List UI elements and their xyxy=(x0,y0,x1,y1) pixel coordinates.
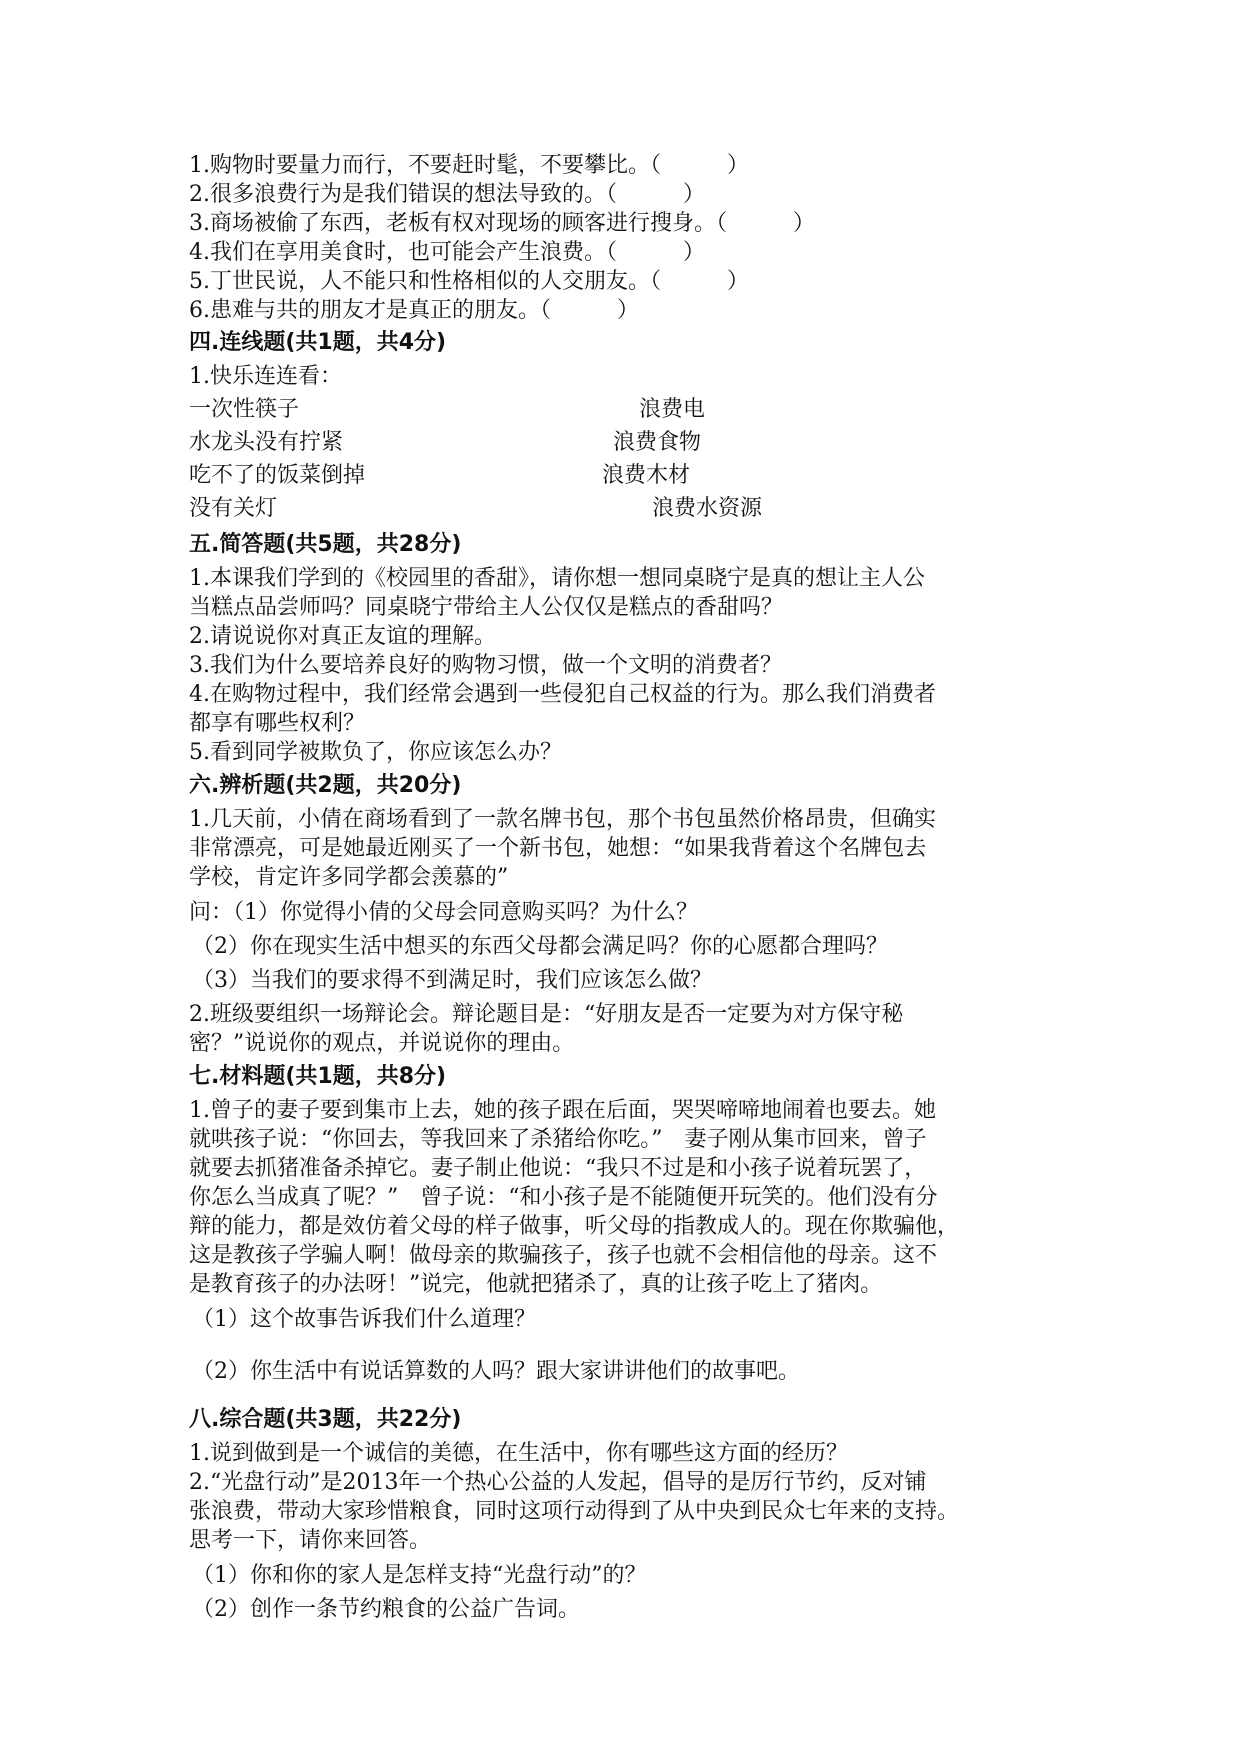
judge-item-1: 1.购物时要量力而行，不要赶时髦，不要攀比。（ ） xyxy=(189,153,749,178)
judge-item-2: 2.很多浪费行为是我们错误的想法导致的。（ ） xyxy=(189,182,705,207)
matching-question: 1.快乐连连看： xyxy=(189,364,342,389)
material-sub-1: （1）这个故事告诉我们什么道理？ xyxy=(192,1307,536,1332)
material-sub-2: （2）你生活中有说话算数的人吗？跟大家讲讲他们的故事吧。 xyxy=(192,1359,800,1384)
comprehensive-q2-line: 张浪费，带动大家珍惜粮食，同时这项行动得到了从中央到民众七年来的支持。 xyxy=(189,1499,960,1524)
short-answer-line: 当糕点品尝师吗？同桌晓宁带给主人公仅仅是糕点的香甜吗？ xyxy=(189,595,784,620)
match-right-2: 浪费食物 xyxy=(613,430,702,455)
material-line: 这是教孩子学骗人啊！做母亲的欺骗孩子，孩子也就不会相信他的母亲。这不 xyxy=(189,1243,938,1268)
short-answer-line: 3.我们为什么要培养良好的购物习惯，做一个文明的消费者？ xyxy=(189,653,782,678)
short-answer-line: 5.看到同学被欺负了，你应该怎么办？ xyxy=(189,740,562,765)
section-6-heading: 六.辨析题(共2题，共20分) xyxy=(189,773,462,798)
section-7-heading: 七.材料题(共1题，共8分) xyxy=(189,1064,447,1089)
material-line: 就要去抓猪准备杀掉它。妻子制止他说：“我只不过是和小孩子说着玩罢了， xyxy=(189,1156,927,1181)
material-line: 就哄孩子说：“你回去，等我回来了杀猪给你吃。” 妻子刚从集市回来，曾子 xyxy=(189,1127,927,1152)
comprehensive-q1: 1.说到做到是一个诚信的美德，在生活中，你有哪些这方面的经历？ xyxy=(189,1441,848,1466)
material-line: 是教育孩子的办法呀！”说完，他就把猪杀了，真的让孩子吃上了猪肉。 xyxy=(189,1272,883,1297)
judge-item-5: 5.丁世民说，人不能只和性格相似的人交朋友。（ ） xyxy=(189,269,749,294)
short-answer-line: 都享有哪些权利？ xyxy=(189,711,366,736)
match-right-1: 浪费电 xyxy=(639,397,706,422)
analysis-q1-line: 非常漂亮，可是她最近刚买了一个新书包，她想：“如果我背着这个名牌包去 xyxy=(189,836,927,861)
comprehensive-sub-1: （1）你和你的家人是怎样支持“光盘行动”的？ xyxy=(192,1563,647,1588)
material-line: 你怎么当成真了呢？” 曾子说：“和小孩子是不能随便开玩笑的。他们没有分 xyxy=(189,1185,938,1210)
material-line: 1.曾子的妻子要到集市上去，她的孩子跟在后面，哭哭啼啼地闹着也要去。她 xyxy=(189,1098,936,1123)
analysis-sub-1: 问：（1）你觉得小倩的父母会同意购买吗？为什么？ xyxy=(189,900,698,925)
judge-item-6: 6.患难与共的朋友才是真正的朋友。（ ） xyxy=(189,298,639,323)
section-4-heading: 四.连线题(共1题，共4分) xyxy=(189,330,447,355)
analysis-q2-line: 2.班级要组织一场辩论会。辩论题目是：“好朋友是否一定要为对方保守秘 xyxy=(189,1002,904,1027)
short-answer-line: 4.在购物过程中，我们经常会遇到一些侵犯自己权益的行为。那么我们消费者 xyxy=(189,682,936,707)
comprehensive-q2-line: 2.“光盘行动”是2013年一个热心公益的人发起，倡导的是厉行节约，反对铺 xyxy=(189,1470,927,1495)
match-right-4: 浪费水资源 xyxy=(652,496,763,521)
judge-item-3: 3.商场被偷了东西，老板有权对现场的顾客进行搜身。（ ） xyxy=(189,211,815,236)
match-left-2: 水龙头没有拧紧 xyxy=(189,430,344,455)
section-8-heading: 八.综合题(共3题，共22分) xyxy=(189,1407,462,1432)
judge-item-4: 4.我们在享用美食时，也可能会产生浪费。（ ） xyxy=(189,240,705,265)
analysis-sub-3: （3）当我们的要求得不到满足时，我们应该怎么做？ xyxy=(192,968,712,993)
analysis-q2-line: 密？”说说你的观点，并说说你的理由。 xyxy=(189,1031,575,1056)
match-left-1: 一次性筷子 xyxy=(189,397,300,422)
match-left-3: 吃不了的饭菜倒掉 xyxy=(189,463,366,488)
material-line: 辩的能力，都是效仿着父母的样子做事，听父母的指教成人的。现在你欺骗他， xyxy=(189,1214,960,1239)
match-right-3: 浪费木材 xyxy=(602,463,691,488)
match-left-4: 没有关灯 xyxy=(189,496,278,521)
analysis-q1-line: 1.几天前，小倩在商场看到了一款名牌书包，那个书包虽然价格昂贵，但确实 xyxy=(189,807,936,832)
analysis-sub-2: （2）你在现实生活中想买的东西父母都会满足吗？你的心愿都合理吗？ xyxy=(192,934,888,959)
analysis-q1-line: 学校，肯定许多同学都会羡慕的” xyxy=(189,865,509,890)
comprehensive-sub-2: （2）创作一条节约粮食的公益广告词。 xyxy=(192,1597,580,1622)
short-answer-line: 2.请说说你对真正友谊的理解。 xyxy=(189,624,496,649)
short-answer-line: 1.本课我们学到的《校园里的香甜》，请你想一想同桌晓宁是真的想让主人公 xyxy=(189,566,925,591)
comprehensive-q2-line: 思考一下，请你来回答。 xyxy=(189,1528,432,1553)
section-5-heading: 五.简答题(共5题，共28分) xyxy=(189,532,462,557)
